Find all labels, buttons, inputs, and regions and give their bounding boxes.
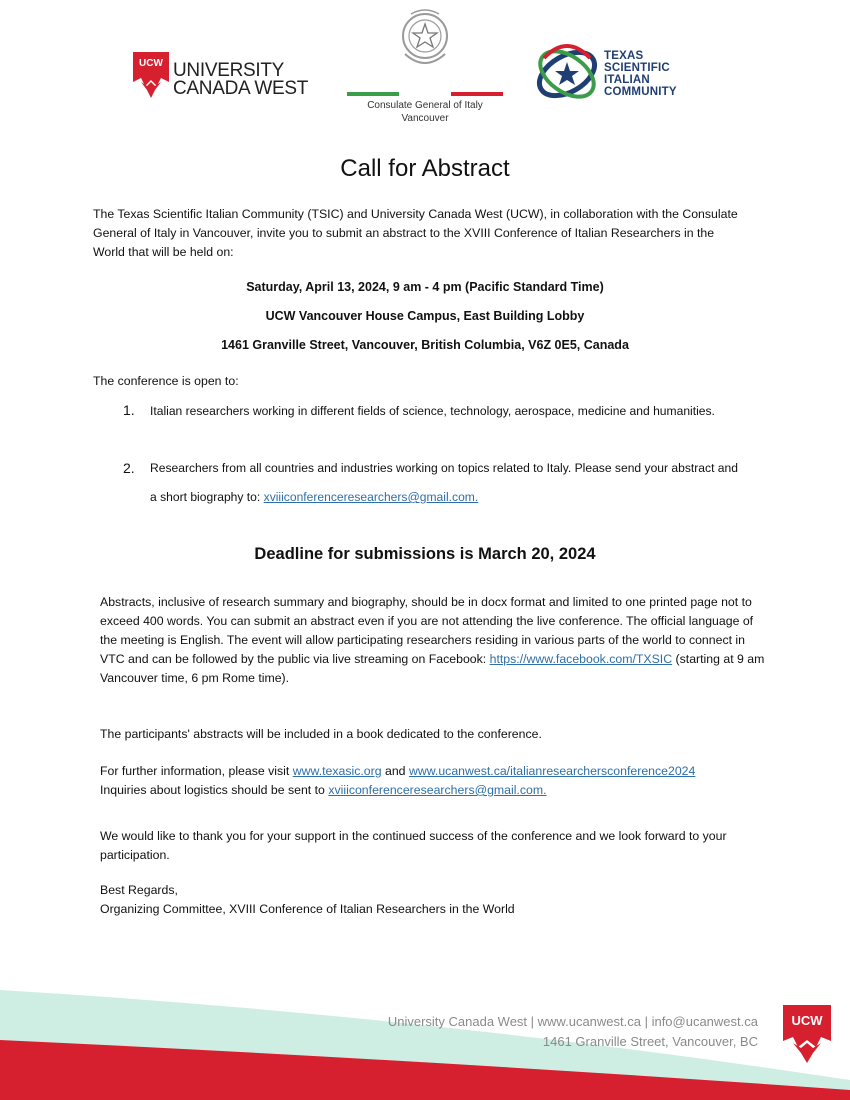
consulate-logo <box>345 6 505 126</box>
italian-flag-stripe <box>347 92 503 96</box>
tsic-line2: SCIENTIFIC <box>604 62 670 74</box>
ucw-logo <box>133 52 333 102</box>
facebook-link[interactable]: https://www.facebook.com/TXSIC <box>489 652 673 666</box>
ucw-badge-text: UCW <box>139 58 163 69</box>
info-prefix: For further information, please visit <box>100 764 290 778</box>
list-item: Italian researchers working in different fields of science, technology, aerospace, medicine and humanities. <box>150 404 715 418</box>
footer-contact <box>388 1012 758 1052</box>
italian-emblem-icon <box>397 6 453 76</box>
event-venue: UCW Vancouver House Campus, East Building Lobby <box>265 309 585 323</box>
regards: Best Regards, <box>100 883 178 897</box>
deadline-heading: Deadline for submissions is March 20, 2024 <box>254 545 596 563</box>
footer-line1: University Canada West | www.ucanwest.ca | info@ucanwest.ca <box>387 1014 758 1029</box>
footer-badge-text: UCW <box>791 1013 823 1028</box>
ucw-badge-icon <box>133 52 169 98</box>
consulate-line1: Consulate General of Italy <box>367 100 483 111</box>
thanks-paragraph: We would like to thank you for your support in the continued success of the conference and we look forward to your participation. <box>100 829 727 862</box>
tsic-line3: ITALIAN <box>604 74 650 86</box>
signature: Organizing Committee, XVIII Conference of Italian Researchers in the World <box>100 902 515 916</box>
abstracts-after: (starting at 9 am Vancouver time, 6 pm Rome time). <box>100 652 765 685</box>
ucanwest-conference-link[interactable]: www.ucanwest.ca/italianresearchersconference2024 <box>408 764 696 778</box>
book-paragraph: The participants' abstracts will be included in a book dedicated to the conference. <box>100 727 542 741</box>
abstracts-paragraph <box>100 593 765 688</box>
list-item-number: 2. <box>123 460 135 476</box>
event-date: Saturday, April 13, 2024, 9 am - 4 pm (Pacific Standard Time) <box>246 280 604 294</box>
abstracts-text: Abstracts, inclusive of research summary and biography, should be in docx format and limited to one printed page not to exceed 400 words. You can submit an abstract even if you are not attending the live conference. The official language of the meeting is English. The event will allow participating researchers residing in various parts of the world to connect in VTC and can be followed by the public via live streaming on Facebook: <box>100 595 754 666</box>
footer-line2: 1461 Granville Street, Vancouver, BC <box>542 1034 758 1049</box>
texasic-link[interactable]: www.texasic.org <box>292 764 382 778</box>
list-item <box>150 454 740 512</box>
ucw-wordmark-line2: CANADA WEST <box>173 78 308 99</box>
ucw-wordmark-line1: UNIVERSITY <box>173 60 285 81</box>
list-item-number: 1. <box>123 402 135 418</box>
consulate-line2: Vancouver <box>401 113 449 124</box>
logistics-text: Inquiries about logistics should be sent to <box>100 783 325 797</box>
tsic-logo <box>532 38 682 113</box>
open-to-heading: The conference is open to: <box>93 374 239 388</box>
tsic-line1: TEXAS <box>604 50 644 62</box>
info-and: and <box>385 764 406 778</box>
list-item-text: Researchers from all countries and industries working on topics related to Italy. Please send your abstract and a short biography to: <box>150 461 738 504</box>
tsic-wordmark <box>604 50 677 98</box>
logistics-email-link[interactable]: xviiiconferenceresearchers@gmail.com. <box>328 783 547 797</box>
page-title: Call for Abstract <box>340 155 510 182</box>
tsic-line4: COMMUNITY <box>604 86 677 98</box>
event-address: 1461 Granville Street, Vancouver, British Columbia, V6Z 0E5, Canada <box>221 338 629 352</box>
closing <box>100 881 765 919</box>
submission-email-link[interactable]: xviiiconferenceresearchers@gmail.com. <box>263 490 479 504</box>
ucw-wordmark <box>173 62 308 98</box>
consulate-caption <box>345 99 505 125</box>
footer-ucw-badge-icon <box>783 1005 831 1063</box>
tsic-orbit-icon <box>532 38 602 110</box>
intro-paragraph: The Texas Scientific Italian Community (TSIC) and University Canada West (UCW), in collaboration with the Consulate General of Italy in Vancouver, invite you to submit an abstract to the XVIII Conference of Italian Researchers in the World that will be held on: <box>93 207 738 259</box>
info-paragraph <box>100 762 765 800</box>
